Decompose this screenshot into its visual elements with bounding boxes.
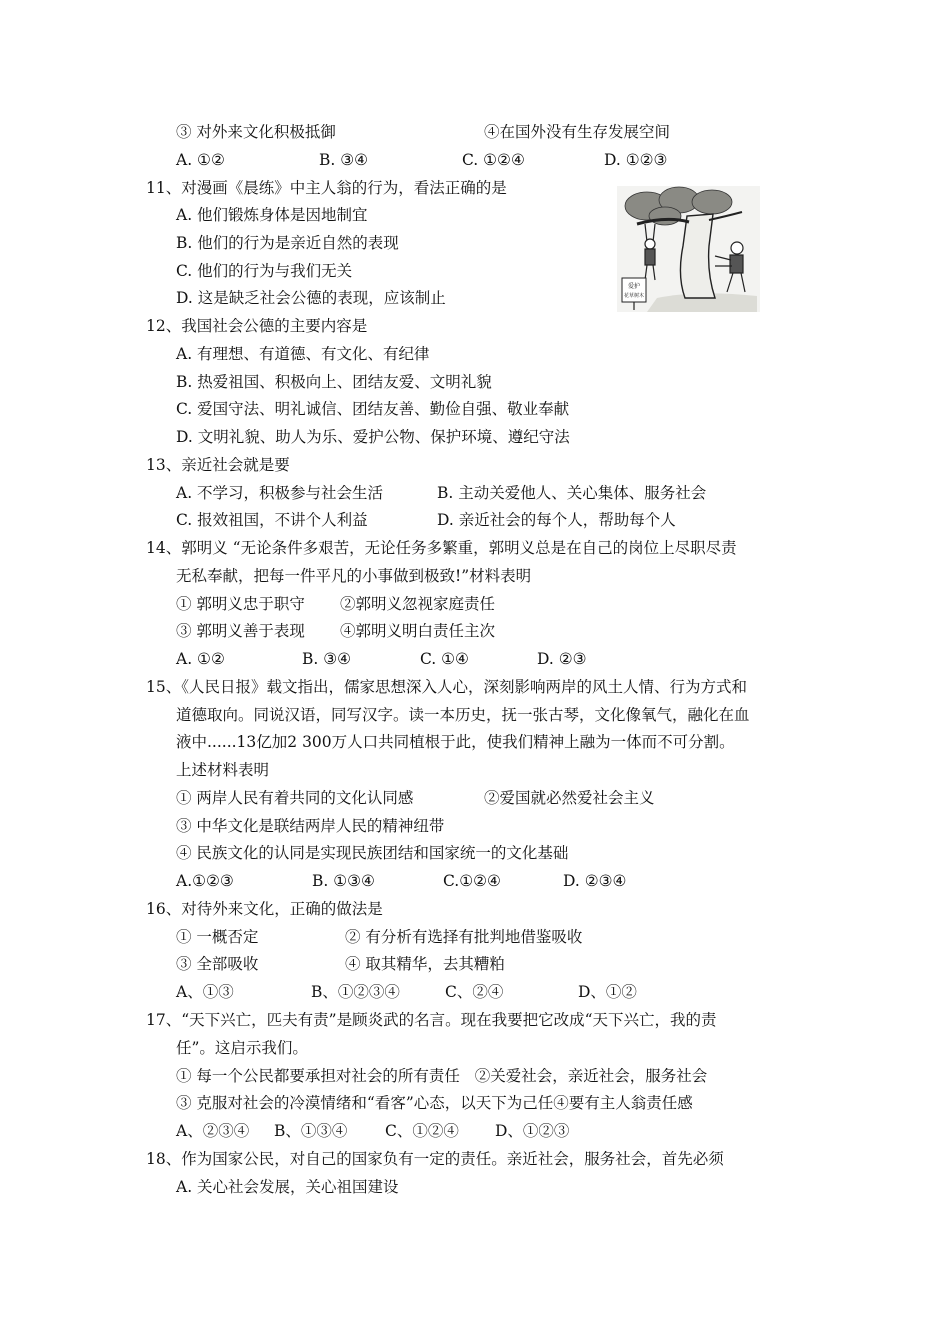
q11-option-c: C. 他们的行为与我们无关 bbox=[176, 262, 353, 280]
q16-statement-1: ① 一概否定 bbox=[176, 928, 259, 946]
q14-stem-line2: 无私奉献，把每一件平凡的小事做到极致!”材料表明 bbox=[176, 567, 532, 585]
q14-statement-3: ③ 郭明义善于表现 bbox=[176, 622, 305, 640]
svg-text:花草树木: 花草树木 bbox=[623, 293, 645, 299]
q15-choice-b: B. ①③④ bbox=[312, 872, 375, 890]
q17-statements-3-4: ③ 克服对社会的冷漠情绪和“看客”心态，以天下为己任④要有主人翁责任感 bbox=[176, 1094, 693, 1112]
q14-choice-a: A. ①② bbox=[176, 650, 225, 668]
q15-stem-line2: 道德取向。同说汉语，同写汉字。读一本历史，抚一张古琴，文化像氧气，融化在血 bbox=[176, 706, 750, 724]
q10-choice-a: A. ①② bbox=[176, 151, 225, 169]
q14-statement-2: ②郭明义忽视家庭责任 bbox=[340, 595, 496, 613]
q14-statement-4: ④郭明义明白责任主次 bbox=[340, 622, 496, 640]
q11-option-a: A. 他们锻炼身体是因地制宜 bbox=[176, 206, 368, 224]
q13-option-d: D. 亲近社会的每个人，帮助每个人 bbox=[437, 511, 676, 529]
q15-statement-4: ④ 民族文化的认同是实现民族团结和国家统一的文化基础 bbox=[176, 844, 569, 862]
q17-choice-c: C、①②④ bbox=[385, 1122, 459, 1140]
svg-text:爱护: 爱护 bbox=[627, 283, 641, 290]
q16-choice-b: B、①②③④ bbox=[311, 983, 400, 1001]
q15-statement-2: ②爱国就必然爱社会主义 bbox=[484, 789, 655, 807]
q17-stem-line2: 任”。这启示我们。 bbox=[176, 1039, 308, 1057]
q12-option-d: D. 文明礼貌、助人为乐、爱护公物、保护环境、遵纪守法 bbox=[176, 428, 570, 446]
q14-choice-c: C. ①④ bbox=[420, 650, 469, 668]
q17-stem-line1: 17、“天下兴亡，匹夫有责”是顾炎武的名言。现在我要把它改成“天下兴亡，我的责 bbox=[146, 1011, 717, 1029]
q14-choice-b: B. ③④ bbox=[302, 650, 352, 668]
q16-choice-c: C、②④ bbox=[445, 983, 504, 1001]
q14-statement-1: ① 郭明义忠于职守 bbox=[176, 595, 305, 613]
q18-option-a: A. 关心社会发展，关心祖国建设 bbox=[176, 1178, 399, 1196]
q18-stem: 18、作为国家公民，对自己的国家负有一定的责任。亲近社会，服务社会，首先必须 bbox=[146, 1150, 724, 1168]
q11-option-d: D. 这是缺乏社会公德的表现，应该制止 bbox=[176, 289, 446, 307]
q14-choice-d: D. ②③ bbox=[537, 650, 587, 668]
q10-choice-c: C. ①②④ bbox=[462, 151, 525, 169]
q16-statement-3: ③ 全部吸收 bbox=[176, 955, 259, 973]
q16-statement-4: ④ 取其精华，去其糟粕 bbox=[345, 955, 505, 973]
q15-stem-line4: 上述材料表明 bbox=[176, 761, 270, 779]
q12-option-c: C. 爱国守法、明礼诚信、团结友善、勤俭自强、敬业奉献 bbox=[176, 400, 570, 418]
q10-option-3: ③ 对外来文化积极抵御 bbox=[176, 123, 336, 141]
q12-option-a: A. 有理想、有道德、有文化、有纪律 bbox=[176, 345, 430, 363]
q15-choice-c: C.①②④ bbox=[443, 872, 501, 890]
q17-statements-1-2: ① 每一个公民都要承担对社会的所有责任 ②关爱社会，亲近社会，服务社会 bbox=[176, 1067, 708, 1085]
q12-option-b: B. 热爱祖国、积极向上、团结友爱、文明礼貌 bbox=[176, 373, 492, 391]
q13-option-b: B. 主动关爱他人、关心集体、服务社会 bbox=[437, 484, 707, 502]
q16-stem: 16、对待外来文化，正确的做法是 bbox=[146, 900, 383, 918]
q13-option-c: C. 报效祖国，不讲个人利益 bbox=[176, 511, 368, 529]
q11-option-b: B. 他们的行为是亲近自然的表现 bbox=[176, 234, 399, 252]
q13-stem: 13、亲近社会就是要 bbox=[146, 456, 290, 474]
q15-choice-d: D. ②③④ bbox=[563, 872, 627, 890]
q15-choice-a: A.①②③ bbox=[176, 872, 234, 890]
q17-choice-b: B、①③④ bbox=[274, 1122, 348, 1140]
q11-stem: 11、对漫画《晨练》中主人翁的行为，看法正确的是 bbox=[146, 179, 507, 197]
q15-statement-1: ① 两岸人民有着共同的文化认同感 bbox=[176, 789, 414, 807]
q10-option-4: ④在国外没有生存发展空间 bbox=[484, 123, 671, 141]
morning-exercise-cartoon bbox=[617, 186, 760, 312]
q16-statement-2: ② 有分析有选择有批判地借鉴吸收 bbox=[345, 928, 583, 946]
q10-choice-d: D. ①②③ bbox=[604, 151, 668, 169]
q15-stem-line3: 液中......13亿加2 300万人口共同植根于此，使我们精神上融为一体而不可分割。 bbox=[176, 733, 735, 751]
q15-stem-line1: 15、《人民日报》载文指出，儒家思想深入人心，深刻影响两岸的风土人情、行为方式和 bbox=[146, 678, 747, 696]
q13-option-a: A. 不学习，积极参与社会生活 bbox=[176, 484, 384, 502]
q15-statement-3: ③ 中华文化是联结两岸人民的精神纽带 bbox=[176, 817, 445, 835]
q16-choice-d: D、①② bbox=[578, 983, 637, 1001]
q12-stem: 12、我国社会公德的主要内容是 bbox=[146, 317, 368, 335]
q17-choice-d: D、①②③ bbox=[495, 1122, 570, 1140]
q14-stem-line1: 14、郭明义 “无论条件多艰苦，无论任务多繁重，郭明义总是在自己的岗位上尽职尽责 bbox=[146, 539, 737, 557]
q17-choice-a: A、②③④ bbox=[176, 1122, 250, 1140]
q10-choice-b: B. ③④ bbox=[319, 151, 369, 169]
q16-choice-a: A、①③ bbox=[176, 983, 234, 1001]
